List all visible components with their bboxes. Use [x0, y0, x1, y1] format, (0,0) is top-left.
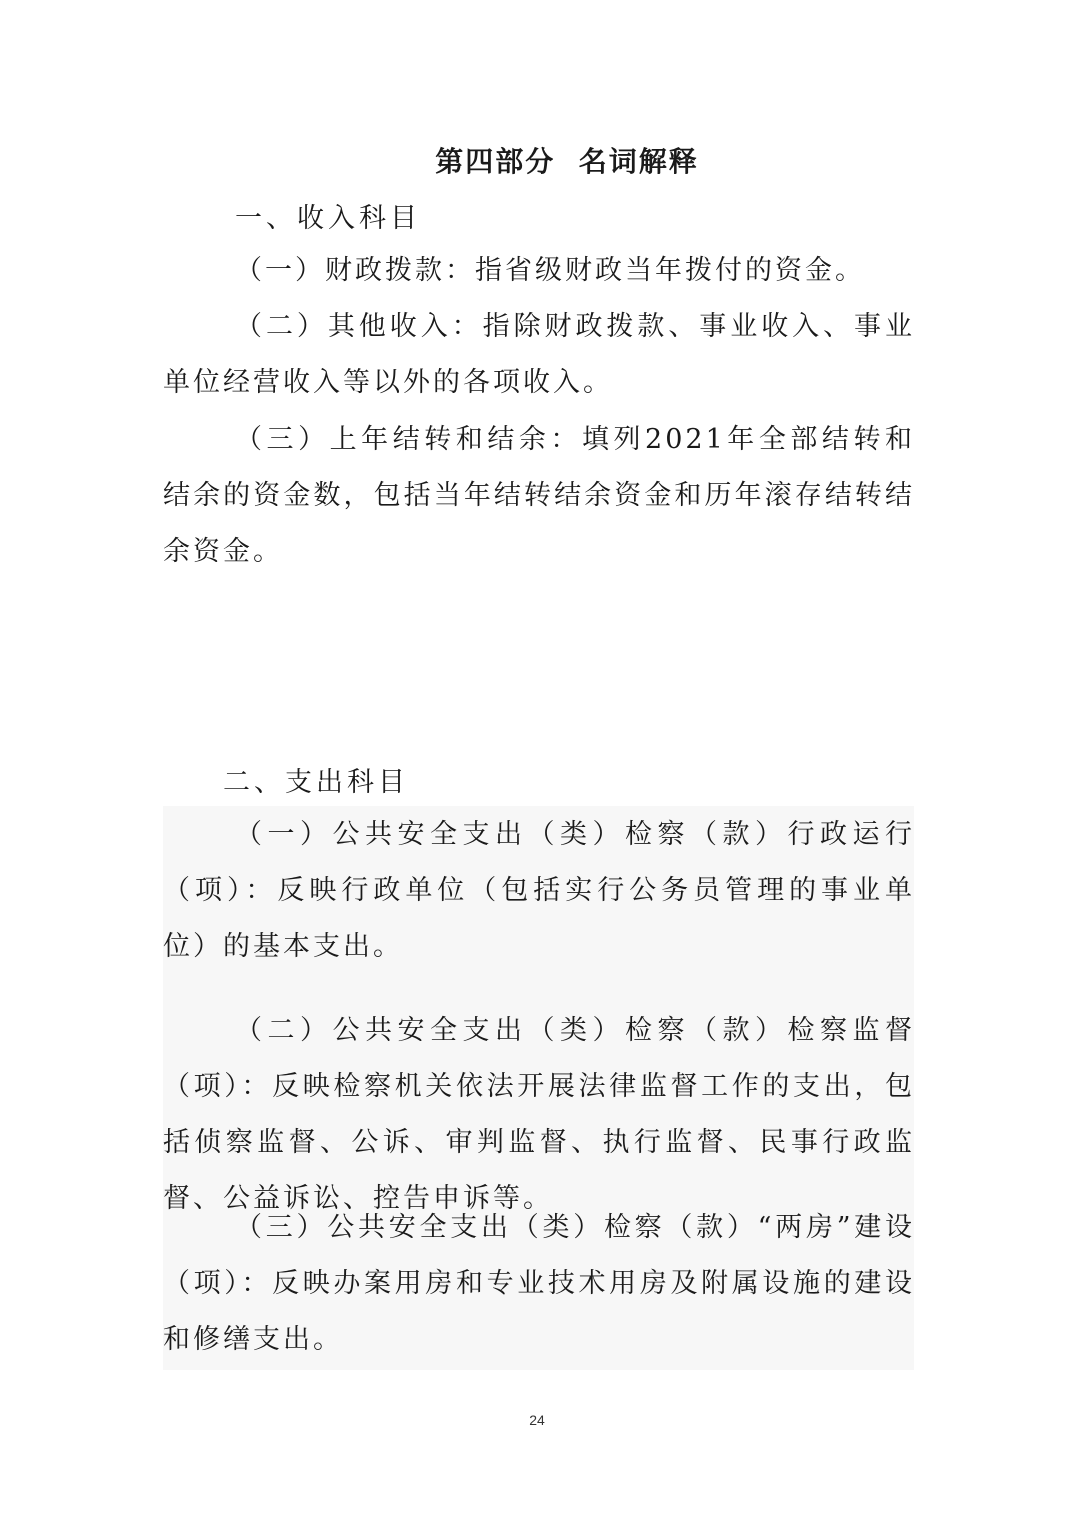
expenditure-item-two-buildings: （三）公共安全支出（类）检察（款）“两房”建设（项）：反映办案用房和专业技术用房及附属设施的建设和修缮支出。: [163, 1212, 915, 1355]
expenditure-item-admin-operation: （一）公共安全支出（类）检察（款）行政运行（项）：反映行政单位（包括实行公务员管理的事业单位）的基本支出。: [163, 819, 915, 962]
income-section-heading: 一、收入科目: [235, 203, 421, 234]
income-item-other-income: （二）其他收入：指除财政拨款、事业收入、事业单位经营收入等以外的各项收入。: [163, 311, 915, 398]
page-title: 第四部分 名词解释: [435, 145, 699, 178]
expenditure-section-heading: 二、支出科目: [223, 767, 409, 798]
income-item-carryover: （三）上年结转和结余：填列2021年全部结转和结余的资金数，包括当年结转结余资金和历年滚存结转结余资金。: [163, 424, 915, 567]
expenditure-item-procuratorial-supervision: （二）公共安全支出（类）检察（款）检察监督（项）：反映检察机关依法开展法律监督工作的支出，包括侦察监督、公诉、审判监督、执行监督、民事行政监督、公益诉讼、控告申诉等。: [163, 1015, 915, 1214]
income-item-fiscal-appropriation: （一）财政拨款：指省级财政当年拨付的资金。: [235, 255, 865, 286]
page-number: 24: [529, 1412, 545, 1428]
